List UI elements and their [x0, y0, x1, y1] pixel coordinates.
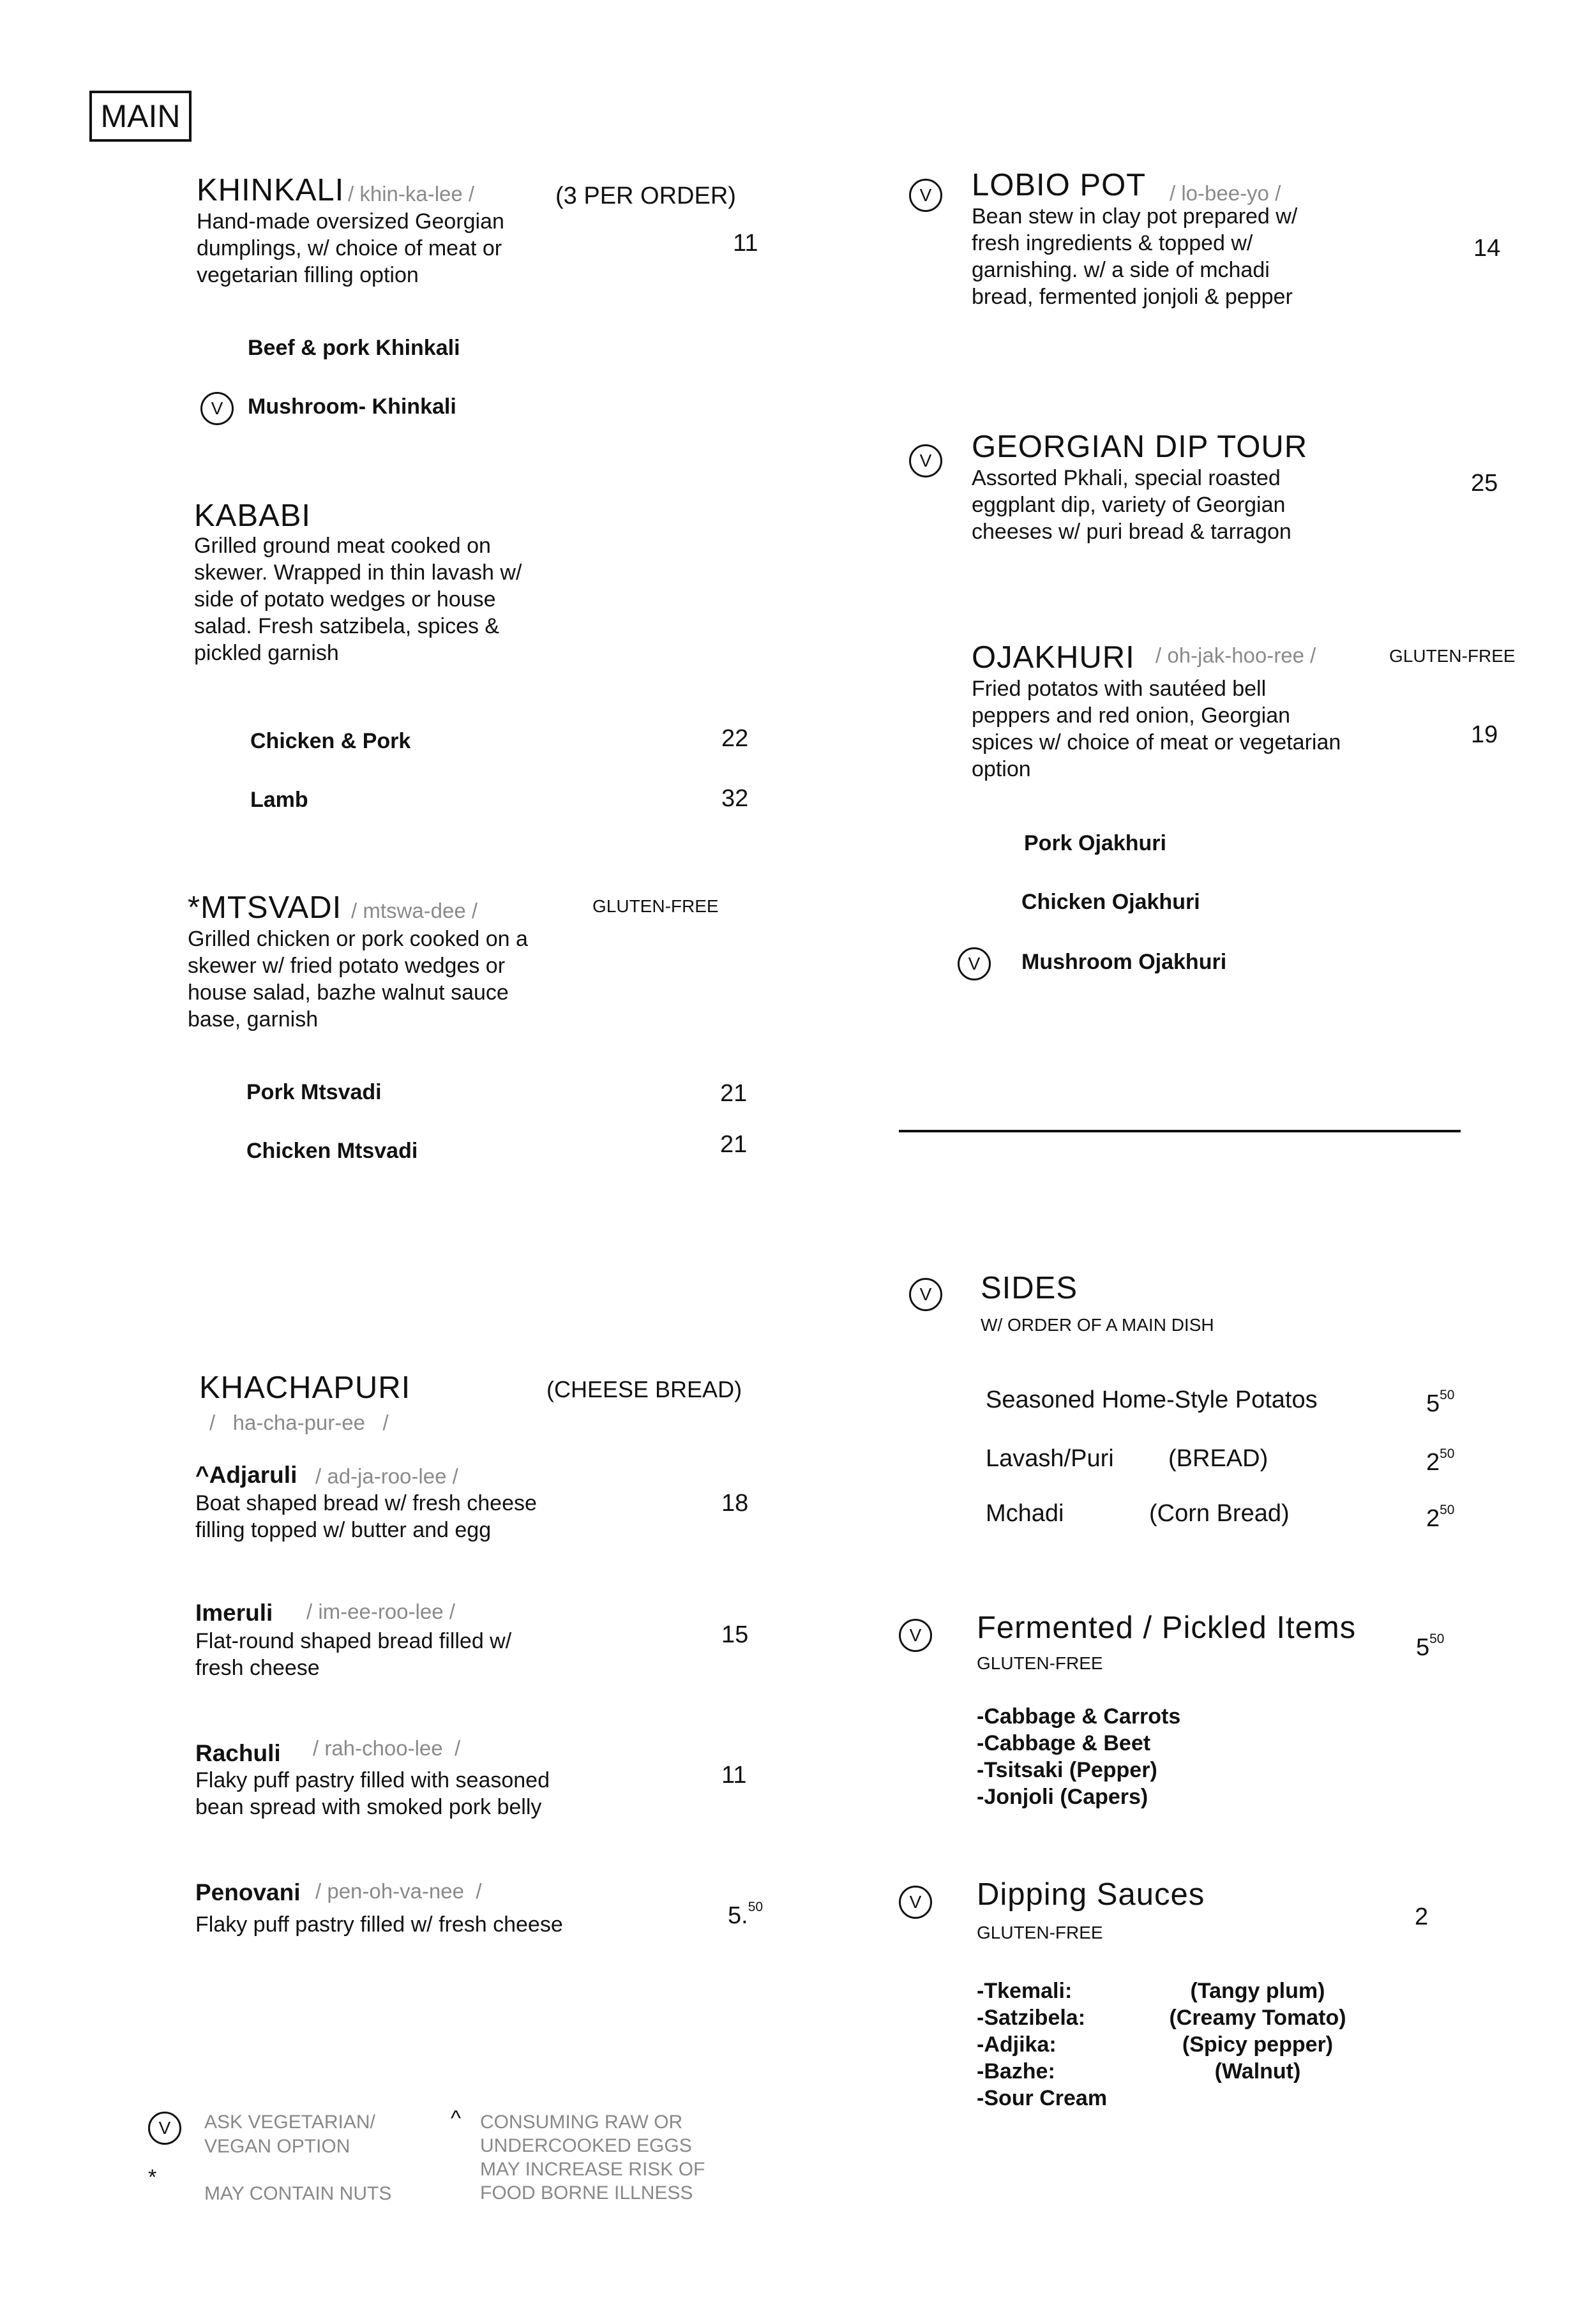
vegetarian-icon: V [909, 179, 942, 212]
sauce-name: -Tkemali: [977, 1979, 1073, 2003]
sauce-names [977, 1978, 1107, 2112]
kababi-title: KABABI [194, 499, 312, 533]
dip-tour-title: GEORGIAN DIP TOUR [972, 430, 1308, 464]
khachapuri-title: KHACHAPURI [199, 1370, 411, 1405]
sauce-name: -Satzibela: [977, 2006, 1086, 2030]
penovani-name: Penovani [195, 1879, 301, 1905]
khachapuri-note: (CHEESE BREAD) [546, 1376, 742, 1402]
sauces-gluten-free-tag: GLUTEN-FREE [977, 1923, 1103, 1942]
section-label: MAIN [89, 91, 192, 142]
side-item-name: Mchadi [986, 1500, 1064, 1527]
lobio-price: 14 [1473, 235, 1501, 262]
side-item-name: Lavash/Puri [986, 1445, 1114, 1472]
legend-vegetarian-text: ASK VEGETARIAN/ VEGAN OPTION [204, 2112, 375, 2157]
dip-tour-price: 25 [1471, 470, 1498, 497]
pickled-list [977, 1703, 1180, 1810]
sauce-description: (Spicy pepper) [1182, 2032, 1334, 2057]
lobio-description: Bean stew in clay pot prepared w/ fresh ingredients & topped w/ garnishing. w/ a side of mchadi bread, fermented jonjoli & pepper [972, 204, 1298, 309]
mtsvadi-gluten-free-tag: GLUTEN-FREE [592, 896, 719, 916]
sauce-name: -Bazhe: [977, 2059, 1055, 2084]
lobio-title: LOBIO POT [972, 168, 1147, 202]
khinkali-price: 11 [733, 230, 758, 257]
imeruli-name: Imeruli [195, 1600, 273, 1626]
mtsvadi-price-pork: 21 [720, 1080, 748, 1107]
sides-title: SIDES [981, 1271, 1078, 1305]
pickled-item: -Cabbage & Beet [977, 1731, 1151, 1755]
penovani-pronunciation: / pen-oh-va-nee / [315, 1879, 482, 1903]
khinkali-pronunciation: / khin-ka-lee / [348, 182, 475, 206]
ojakhuri-option-pork: Pork Ojakhuri [1024, 831, 1166, 855]
khinkali-option-beef-pork: Beef & pork Khinkali [248, 336, 460, 360]
khachapuri-pronunciation: / ha-cha-pur-ee / [209, 1411, 389, 1434]
legend-nut-symbol: * [148, 2165, 157, 2189]
kababi-description: Grilled ground meat cooked on skewer. Wrapped in thin lavash w/ side of potato wedges or house salad. Fresh satzibela, spices & pickled garnish [194, 534, 522, 665]
pickled-title: Fermented / Pickled Items [977, 1610, 1357, 1645]
legend-vegetarian-icon: V [148, 2112, 181, 2145]
vegetarian-icon: V [200, 392, 234, 425]
mtsvadi-option-pork: Pork Mtsvadi [246, 1080, 382, 1104]
ojakhuri-gluten-free-tag: GLUTEN-FREE [1389, 646, 1516, 666]
pickled-item: -Jonjoli (Capers) [977, 1785, 1148, 1809]
mtsvadi-pronunciation: / mtswa-dee / [351, 899, 478, 922]
imeruli-description: Flat-round shaped bread filled w/ fresh cheese [195, 1629, 512, 1680]
penovani-description: Flaky puff pastry filled w/ fresh cheese [195, 1912, 563, 1937]
legend-egg-text: CONSUMING RAW OR UNDERCOOKED EGGS MAY INCREASE RISK OF FOOD BORNE ILLNESS [480, 2112, 705, 2204]
sauce-name: -Adjika: [977, 2032, 1057, 2057]
adjaruli-price: 18 [721, 1490, 749, 1517]
legend-nut-text: MAY CONTAIN NUTS [204, 2183, 392, 2204]
vegetarian-icon: V [899, 1886, 932, 1919]
ojakhuri-title: OJAKHURI [972, 640, 1135, 675]
side-item-price: $2^{50}$ [1426, 1446, 1455, 1476]
adjaruli-description: Boat shaped bread w/ fresh cheese filling topped w/ butter and egg [195, 1491, 537, 1542]
mtsvadi-description: Grilled chicken or pork cooked on a skewer w/ fried potato wedges or house salad, bazhe walnut sauce base, garnish [188, 927, 528, 1032]
dip-tour-description: Assorted Pkhali, special roasted eggplant dip, variety of Georgian cheeses w/ puri bread & tarragon [972, 466, 1291, 544]
kababi-price-lamb: 32 [721, 785, 749, 812]
side-item-price: $5^{50}$ [1426, 1388, 1455, 1417]
sides-subtitle: W/ ORDER OF A MAIN DISH [981, 1315, 1214, 1335]
khinkali-option-mushroom: Mushroom- Khinkali [248, 394, 456, 419]
mtsvadi-title: *MTSVADI [188, 890, 342, 925]
penovani-price: 5.50 [728, 1900, 763, 1929]
ojakhuri-description: Fried potatos with sautéed bell peppers and red onion, Georgian spices w/ choice of meat or vegetarian option [972, 677, 1341, 781]
pickled-item: -Cabbage & Carrots [977, 1704, 1181, 1729]
side-item-price: $2^{50}$ [1426, 1503, 1455, 1532]
imeruli-price: 15 [721, 1621, 749, 1648]
side-item-note: (Corn Bread) [1149, 1500, 1290, 1527]
mtsvadi-price-chicken: 21 [720, 1131, 748, 1158]
rachuli-name: Rachuli [195, 1740, 281, 1766]
imeruli-pronunciation: / im-ee-roo-lee / [306, 1600, 455, 1623]
ojakhuri-price: 19 [1471, 721, 1498, 748]
sauces-price: 2 [1415, 1903, 1429, 1930]
vegetarian-icon: V [909, 1278, 942, 1311]
kababi-option-chicken-pork: Chicken & Pork [250, 729, 411, 753]
kababi-option-lamb: Lamb [250, 788, 308, 812]
rachuli-price: 11 [721, 1762, 747, 1789]
vegetarian-icon: V [899, 1619, 932, 1652]
section-divider [899, 1130, 1461, 1132]
vegetarian-icon: V [958, 947, 991, 980]
pickled-gluten-free-tag: GLUTEN-FREE [977, 1653, 1103, 1673]
pickled-item: -Tsitsaki (Pepper) [977, 1758, 1157, 1782]
rachuli-pronunciation: / rah-choo-lee / [313, 1736, 461, 1760]
legend-egg-symbol: ^ [451, 2106, 461, 2131]
khinkali-description: Hand-made oversized Georgian dumplings, w/ choice of meat or vegetarian filling option [197, 209, 504, 287]
side-item-name: Seasoned Home-Style Potatos [986, 1386, 1318, 1413]
ojakhuri-pronunciation: / oh-jak-hoo-ree / [1156, 643, 1316, 667]
sauce-descriptions [1162, 1978, 1353, 2085]
sauces-title: Dipping Sauces [977, 1877, 1205, 1912]
sauce-name: -Sour Cream [977, 2086, 1108, 2110]
ojakhuri-option-mushroom: Mushroom Ojakhuri [1021, 950, 1227, 974]
sauce-description: (Walnut) [1214, 2059, 1301, 2084]
vegetarian-icon: V [909, 444, 942, 477]
lobio-pronunciation: / lo-bee-yo / [1170, 181, 1281, 205]
adjaruli-pronunciation: / ad-ja-roo-lee / [315, 1464, 458, 1488]
sauce-description: (Creamy Tomato) [1169, 2006, 1346, 2030]
ojakhuri-option-chicken: Chicken Ojakhuri [1021, 890, 1200, 914]
rachuli-description: Flaky puff pastry filled with seasoned bean spread with smoked pork belly [195, 1768, 550, 1819]
side-item-note: (BREAD) [1168, 1445, 1269, 1472]
adjaruli-name: ^Adjaruli [195, 1462, 297, 1488]
khinkali-order-note: (3 PER ORDER) [555, 183, 736, 209]
pickled-price: $5^{50}$ [1416, 1632, 1445, 1661]
sauce-description: (Tangy plum) [1190, 1979, 1325, 2003]
kababi-price-chicken-pork: 22 [721, 725, 749, 752]
mtsvadi-option-chicken: Chicken Mtsvadi [246, 1139, 418, 1163]
khinkali-title: KHINKALI [197, 173, 345, 207]
